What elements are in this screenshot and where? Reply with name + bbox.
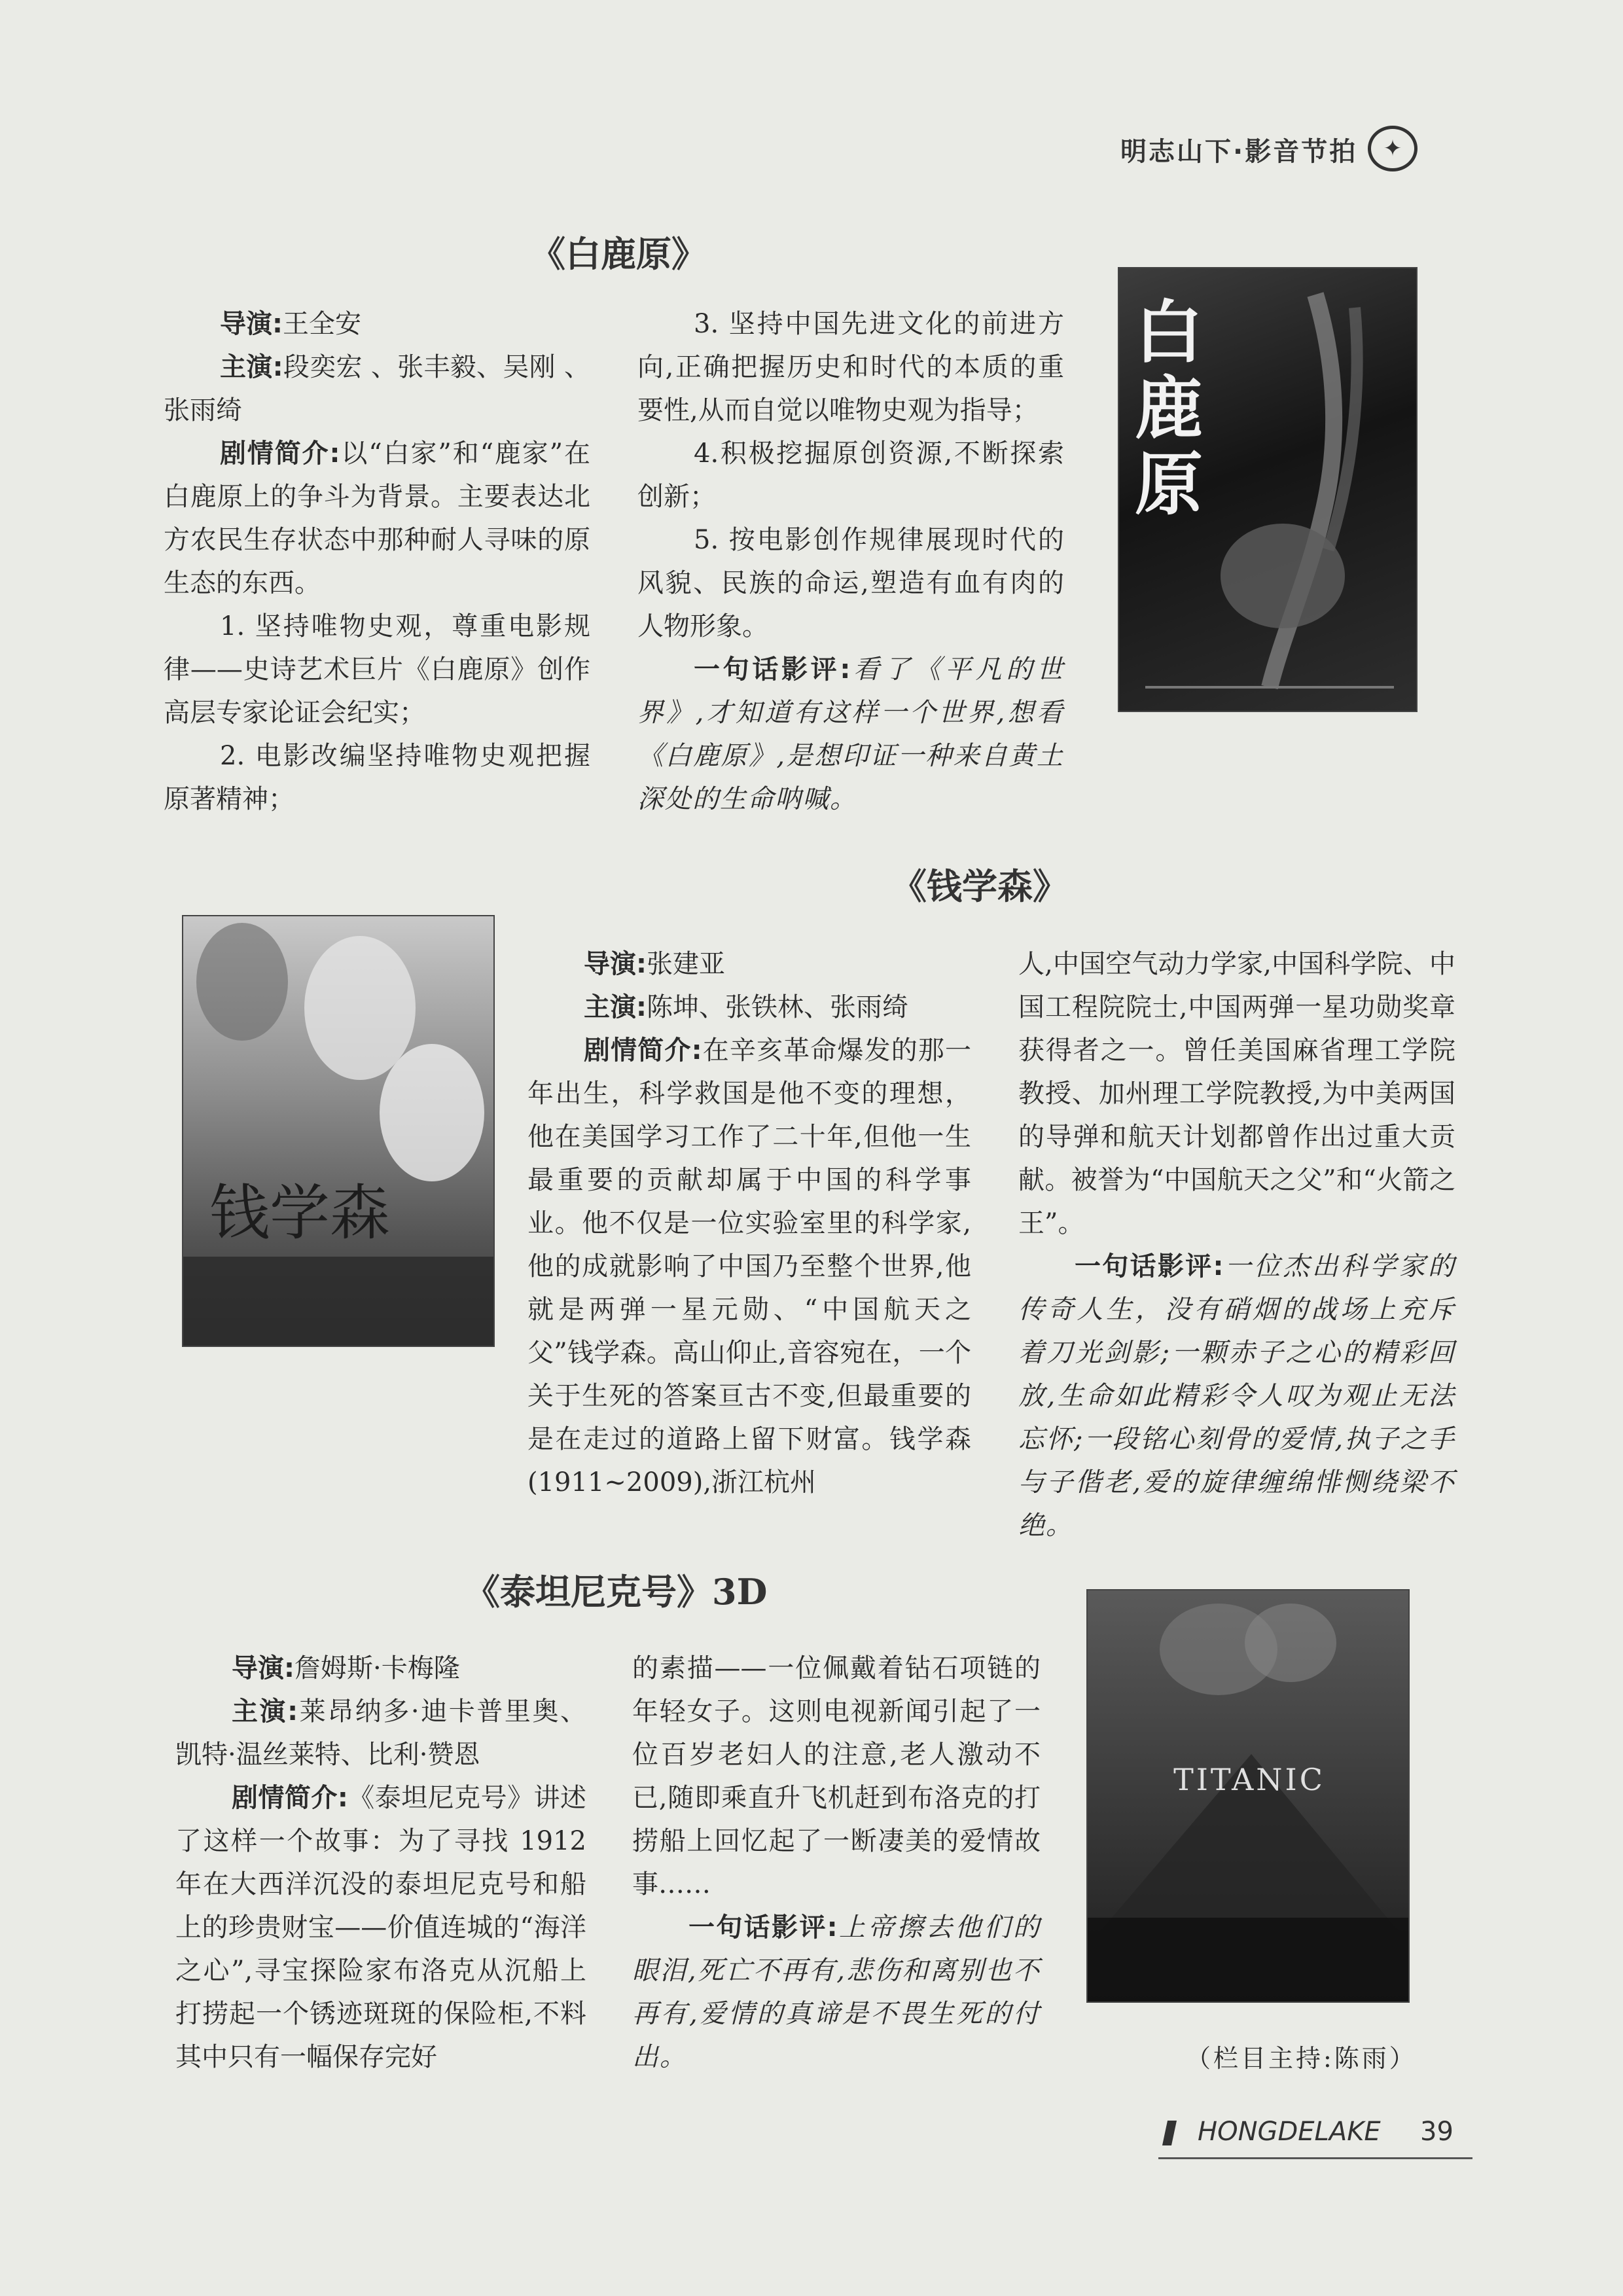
film-poster: [182, 915, 495, 1347]
cast-label: 主演:: [584, 992, 647, 1022]
footer-rule: [1158, 2157, 1472, 2159]
cast-names: 陈坤、张铁林、张雨绮: [647, 992, 908, 1022]
footer-brand: HONGDELAKE: [1198, 2117, 1381, 2147]
poster-title: 白鹿原: [1135, 292, 1204, 524]
synopsis-text: 以“白家”和“鹿家”在白鹿原上的争斗为背景。主要表达北方农民生存状态中那种耐人寻味的原生态的东西。: [164, 439, 591, 598]
director-label: 导演:: [584, 949, 647, 979]
synopsis-continued: 人,中国空气动力学家,中国科学院、中国工程院院士,中国两弹一星功勋奖章获得者之一。曾任美国麻省理工学院教授、加州理工学院教授,为中美两国的导弹和航天计划都曾作出过重大贡献。被誉为“中国航天之父”和“火箭之王”。: [1018, 949, 1455, 1238]
director-label: 导演:: [232, 1653, 294, 1683]
film-column-right: [632, 1647, 1041, 2079]
review-text: 看了《平凡的世界》,才知道有这样一个世界,想看《白鹿原》,是想印证一种来自黄土深处的生命呐喊。: [637, 655, 1065, 814]
review-text: 上帝擦去他们的眼泪,死亡不再有,悲伤和离别也不再有,爱情的真谛是不畏生死的付出。: [632, 1912, 1041, 2072]
film-poster: [1086, 1589, 1410, 2003]
point-item: 1. 坚持唯物史观，尊重电影规律——史诗艺术巨片《白鹿原》创作高层专家论证会纪实；: [164, 611, 590, 728]
film-poster: [1118, 267, 1418, 712]
review-label: 一句话影评:: [688, 1912, 838, 1943]
review-label: 一句话影评:: [1075, 1251, 1224, 1282]
review-label: 一句话影评:: [694, 655, 851, 685]
magazine-logo-icon: ✦: [1368, 126, 1418, 171]
director-name: 詹姆斯·卡梅隆: [294, 1653, 460, 1683]
director-name: 张建亚: [647, 949, 725, 979]
section-header: 明志山下·影音节拍: [1120, 137, 1358, 167]
point-item: 4.积极挖掘原创资源,不断探索创新；: [637, 439, 1064, 512]
poster-artwork: [183, 916, 495, 1347]
cast-names: 莱昂纳多·迪卡普里奥、凯特·温丝莱特、比利·赞恩: [175, 1696, 587, 1770]
director-label: 导演:: [220, 309, 283, 339]
film-column-left: [164, 302, 590, 821]
synopsis-label: 剧情简介:: [232, 1783, 348, 1813]
film-column-right: [637, 302, 1064, 821]
point-item: 5. 按电影创作规律展现时代的风貌、民族的命运,塑造有血有肉的人物形象。: [637, 525, 1064, 641]
point-item: 3. 坚持中国先进文化的前进方向,正确把握历史和时代的本质的重要性,从而自觉以唯物史观为指导；: [637, 309, 1064, 425]
synopsis-text: 《泰坦尼克号》讲述了这样一个故事：为了寻找 1912年在大西洋沉没的泰坦尼克号和船上的珍贵财宝——价值连城的“海洋之心”,寻宝探险家布洛克从沉船上打捞起一个锈迹斑斑的保险柜,不料其中只有一幅保存完好: [175, 1783, 586, 2072]
column-host-credit: （栏目主持:陈雨）: [1186, 2044, 1417, 2073]
synopsis-label: 剧情简介:: [220, 439, 340, 469]
cast-label: 主演:: [220, 352, 283, 382]
review-text: 一位杰出科学家的传奇人生，没有硝烟的战场上充斥着刀光剑影;一颗赤子之心的精彩回放,生命如此精彩令人叹为观止无法忘怀;一段铭心刻骨的爱情,执子之手与子偕老,爱的旋律缠绵悱恻绕梁不绝。: [1018, 1251, 1456, 1541]
director-name: 王全安: [283, 309, 361, 339]
cast-label: 主演:: [232, 1696, 298, 1727]
film-column-left: [175, 1647, 586, 2079]
poster-title: 钱学森: [209, 1178, 391, 1248]
film-column-left: [527, 942, 971, 1504]
synopsis-text: 在辛亥革命爆发的那一年出生，科学救国是他不变的理想，他在美国学习工作了二十年,但他一生最重要的贡献却属于中国的科学事业。他不仅是一位实验室里的科学家,他的成就影响了中国乃至整个世界,他就是两弹一星元勋、“中国航天之父”钱学森。高山仰止,音容宛在，一个关于生死的答案亘古不变,但最重要的是在走过的道路上留下财富。钱学森(1911~2009),浙江杭州: [527, 1035, 972, 1498]
poster-title: TITANIC: [1173, 1762, 1325, 1797]
page-number: 39: [1420, 2117, 1454, 2147]
footer-bar-icon: [1162, 2121, 1177, 2145]
synopsis-continued: 的素描——一位佩戴着钻石项链的年轻女子。这则电视新闻引起了一位百岁老妇人的注意,老人激动不已,随即乘直升飞机赶到布洛克的打捞船上回忆起了一断凄美的爱情故事……: [632, 1653, 1041, 1899]
film-title: 《钱学森》: [891, 865, 1068, 907]
synopsis-label: 剧情简介:: [584, 1035, 702, 1066]
film-title: 《泰坦尼克号》3D: [465, 1571, 768, 1613]
point-item: 2. 电影改编坚持唯物史观把握原著精神；: [164, 741, 590, 814]
film-column-right: [1018, 942, 1455, 1547]
film-title: 《白鹿原》: [530, 233, 707, 275]
cast-names: 段奕宏 、张丰毅、吴刚 、张雨绮: [164, 352, 590, 425]
